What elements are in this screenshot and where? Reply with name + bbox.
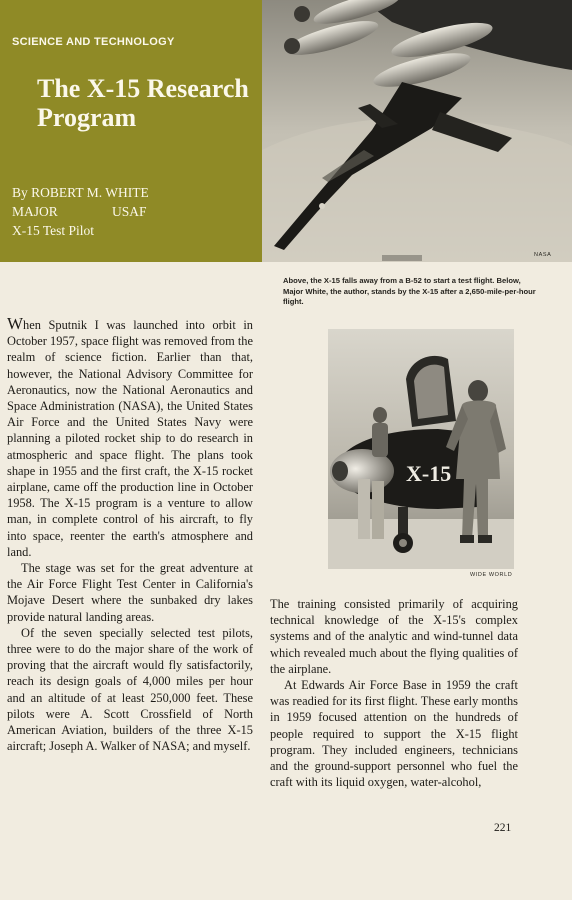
fuselage-marking: X-15 (406, 461, 452, 486)
article-title: The X-15 Research Program (37, 74, 249, 132)
pilot-with-x15-photo-graphic (328, 329, 514, 569)
section-label: SCIENCE AND TECHNOLOGY (12, 36, 175, 48)
byline-author: By ROBERT M. WHITE (12, 185, 149, 200)
article-paragraph: The training consisted primarily of acquiring technical knowledge of the X-15's complex systems and of the analytic and wind-tunnel data which revealed much about the flying qualities of the airplane. (270, 597, 518, 676)
byline-rank-row (12, 202, 149, 221)
page-number: 221 (494, 822, 512, 834)
article-column-right (270, 596, 518, 790)
photo-credit-top: NASA (534, 252, 552, 258)
byline-service: USAF (112, 204, 147, 219)
article-paragraph: The stage was set for the great adventure at the Air Force Flight Test Center in California's Mojave Desert where the sunbaked dry lakes provide natural landing areas. (7, 561, 253, 624)
pilot-with-x15-photo (328, 329, 514, 569)
article-paragraph: When Sputnik I was launched into orbit in October 1957, space flight was removed from the realm of science fiction. Earlier than that, however, the National Advisory Committee for Aeronautics, now the National Aeronautics and Space Administration (NASA), the United States Air Force and the United States Navy were planning a piloted rocket ship to do research in atmospheric and space flight. The plans took shape in 1955 and the first craft, the X-15 rocket airplane, came off the production line in October 1958. The X-15 program is a venture to allow man, in complete control of his aircraft, to fly into space, reenter the earth's atmosphere and land. (7, 314, 253, 559)
photo-credit-bottom: WIDE WORLD (470, 572, 513, 578)
byline-role: X-15 Test Pilot (12, 223, 95, 238)
article-paragraph: At Edwards Air Force Base in 1959 the craft was readied for its first flight. These early months in 1959 focused attention on the hundreds of people required to support the X-15 flight program. They included engineers, technicians and the ground-support personnel who fuel the craft with its liquid oxygen, water-alcohol, (270, 678, 518, 790)
article-header (0, 0, 262, 262)
b52-launch-photo-graphic (262, 0, 572, 262)
article-column-left (7, 316, 253, 754)
byline-rank: MAJOR (12, 204, 58, 219)
article-paragraph: Of the seven specially selected test pilots, three were to do the major share of the work of proving that the aircraft would fly satisfactorily, reach its design goals of 4,000 miles per hour and an altitude of at least 250,000 feet. These pilots were A. Scott Crossfield of North American Aviation, builders of the three X-15 aircraft; Joseph A. Walker of NASA; and myself. (7, 625, 253, 754)
photo-caption: Above, the X-15 falls away from a B-52 to start a test flight. Below, Major White, the author, stands by the X-15 after a 2,650-mile-per-hour flight. (283, 276, 536, 306)
byline (12, 183, 149, 240)
b52-launch-photo (262, 0, 572, 262)
